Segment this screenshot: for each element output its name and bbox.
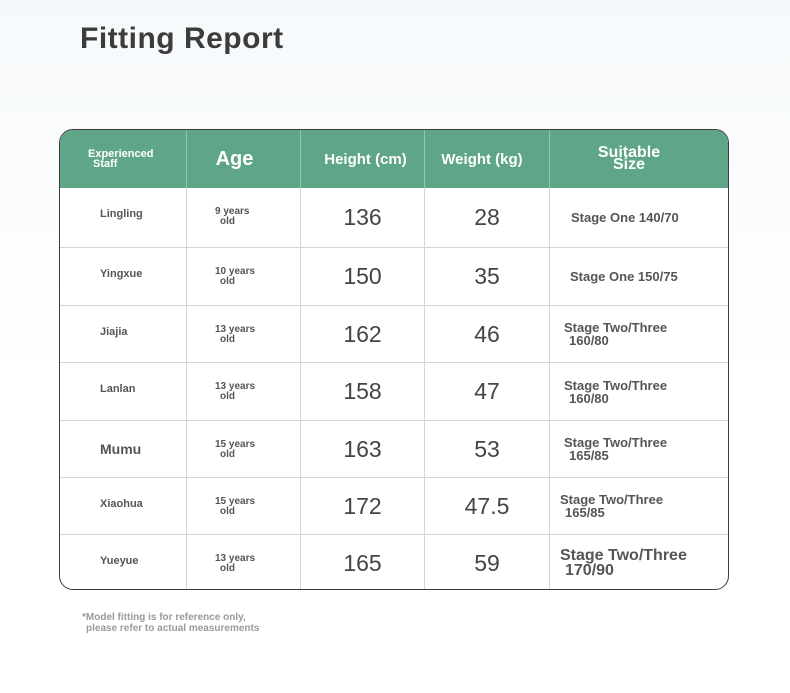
- age-line1: 9 years: [215, 206, 250, 217]
- size-line1: Stage Two/Three: [564, 377, 668, 393]
- disclaimer-note: [82, 612, 259, 634]
- age-line1: 13 years: [215, 553, 256, 564]
- age-line2: old: [220, 276, 235, 287]
- age-line1: 13 years: [215, 324, 256, 335]
- staff-height: 150: [301, 248, 425, 305]
- size-line1: Stage Two/Three: [564, 320, 668, 335]
- staff-age: [187, 248, 301, 305]
- age-line2: old: [220, 334, 235, 345]
- staff-weight: 46: [425, 306, 550, 362]
- size-line1: Stage Two/Three: [564, 435, 668, 450]
- suitable-size: [550, 306, 728, 362]
- size-line2: 160/80: [569, 390, 609, 406]
- age-line1: 10 years: [215, 266, 256, 277]
- staff-name: Lingling: [60, 188, 187, 247]
- suitable-size: [550, 478, 728, 534]
- table-row: [60, 306, 728, 363]
- size-line1: Stage One 140/70: [571, 210, 679, 225]
- note-line2: please refer to actual measurements: [86, 623, 260, 634]
- table-row: [60, 478, 728, 535]
- staff-name: Xiaohua: [60, 478, 187, 534]
- table-row: [60, 188, 728, 248]
- staff-name: Mumu: [60, 421, 187, 477]
- size-line2: 170/90: [565, 562, 614, 579]
- staff-weight: 59: [425, 535, 550, 590]
- staff-height: 165: [301, 535, 425, 590]
- header-size-line2: Size: [612, 156, 645, 173]
- age-line2: old: [220, 216, 235, 227]
- page-title: Fitting Report: [80, 22, 284, 55]
- size-line2: 165/85: [565, 505, 605, 520]
- age-line1: 15 years: [215, 439, 256, 450]
- staff-height: 136: [301, 188, 425, 247]
- header-height: Height (cm): [301, 130, 425, 188]
- staff-age: [187, 421, 301, 477]
- staff-height: 172: [301, 478, 425, 534]
- staff-name: Jiajia: [60, 306, 187, 362]
- staff-age: [187, 535, 301, 590]
- staff-name: Lanlan: [60, 363, 187, 420]
- suitable-size: [550, 535, 728, 590]
- staff-height: 163: [301, 421, 425, 477]
- staff-weight: 47: [425, 363, 550, 420]
- age-line1: 15 years: [215, 496, 256, 507]
- header-staff-line2: Staff: [93, 158, 118, 170]
- table-row: [60, 248, 728, 306]
- header-staff-line1: Experienced: [88, 148, 154, 160]
- staff-height: 162: [301, 306, 425, 362]
- note-line1: *Model fitting is for reference only,: [82, 612, 246, 623]
- size-line1: Stage Two/Three: [560, 492, 664, 507]
- staff-weight: 28: [425, 188, 550, 247]
- fitting-table: [59, 129, 729, 590]
- header-age: Age: [187, 130, 301, 188]
- staff-age: [187, 363, 301, 420]
- suitable-size: [550, 188, 728, 247]
- header-size-line1: Suitable: [597, 144, 661, 161]
- age-line2: old: [220, 449, 235, 460]
- staff-age: [187, 306, 301, 362]
- size-line2: 160/80: [569, 333, 609, 348]
- staff-name: Yingxue: [60, 248, 187, 305]
- size-line1: Stage One 150/75: [570, 269, 678, 284]
- age-line2: old: [220, 506, 235, 517]
- table-row: [60, 421, 728, 478]
- suitable-size: [550, 363, 728, 420]
- staff-age: [187, 478, 301, 534]
- age-line1: 13 years: [215, 381, 256, 392]
- staff-age: [187, 188, 301, 247]
- staff-weight: 35: [425, 248, 550, 305]
- age-line2: old: [220, 563, 235, 574]
- staff-name: Yueyue: [60, 535, 187, 590]
- header-size: [550, 130, 728, 188]
- staff-weight: 53: [425, 421, 550, 477]
- table-row: [60, 363, 728, 421]
- table-row: [60, 535, 728, 590]
- staff-height: 158: [301, 363, 425, 420]
- header-weight: Weight (kg): [425, 130, 550, 188]
- suitable-size: [550, 248, 728, 305]
- age-line2: old: [220, 391, 235, 402]
- size-line2: 165/85: [569, 448, 609, 463]
- staff-weight: 47.5: [425, 478, 550, 534]
- header-staff: [60, 130, 187, 188]
- suitable-size: [550, 421, 728, 477]
- size-line1: Stage Two/Three: [560, 547, 687, 564]
- table-header-row: [60, 130, 728, 188]
